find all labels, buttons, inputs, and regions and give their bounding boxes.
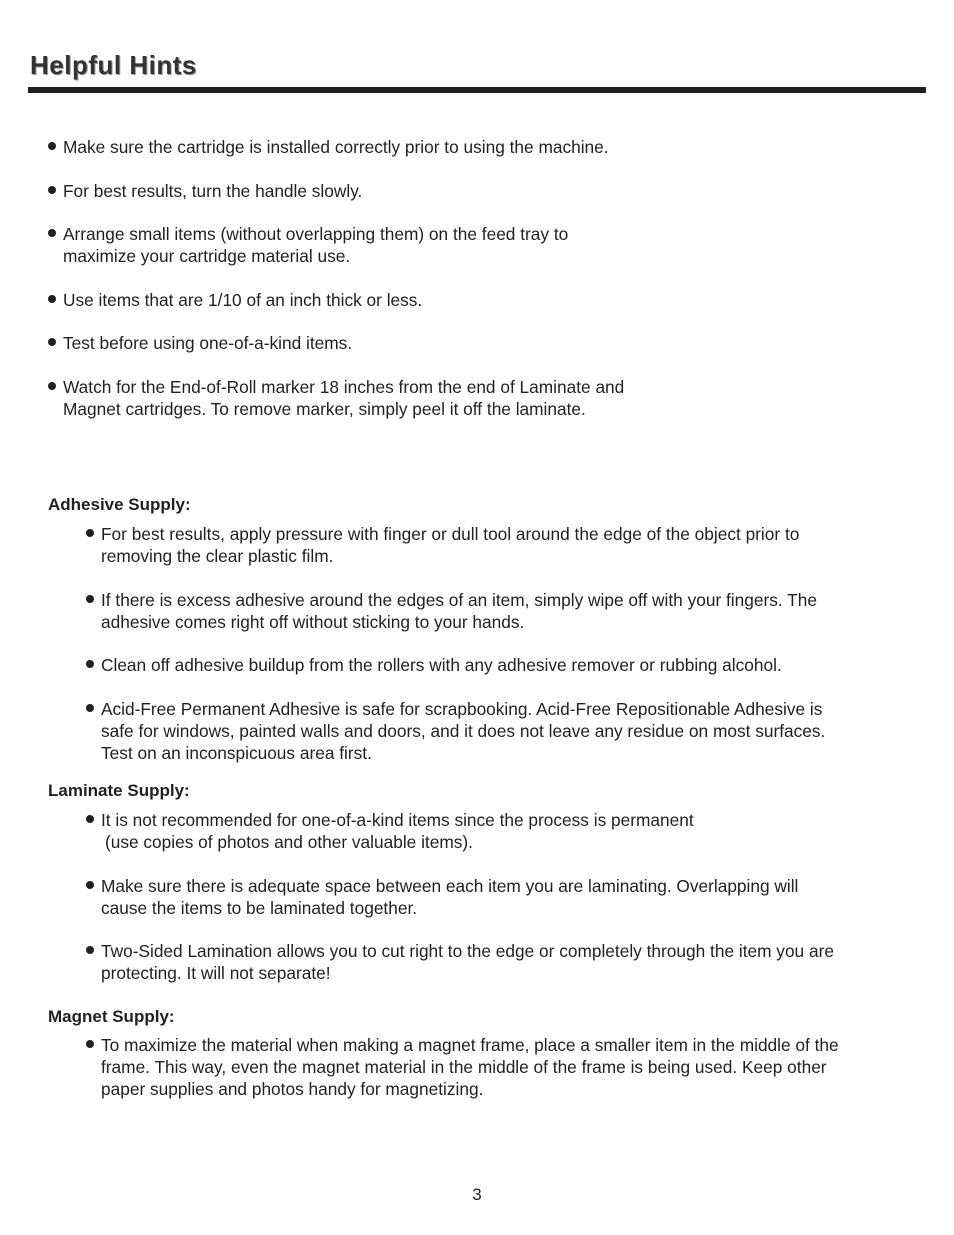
list-item [85,523,915,567]
list-item [47,136,707,158]
hint-text: For best results, turn the handle slowly. [63,180,363,201]
hint-text: To maximize the material when making a magnet frame, place a smaller item in the middle of the [101,1035,839,1055]
hint-text: protecting. It will not separate! [101,963,331,983]
hint-text: It is not recommended for one-of-a-kind items since the process is permanent [101,810,694,830]
list-item [85,589,915,633]
hint-text: Use items that are 1/10 of an inch thick or less. [63,289,423,310]
hint-text: Two-Sided Lamination allows you to cut right to the edge or completely through the item you are [101,941,834,961]
hint-text: safe for windows, painted walls and doors, and it does not leave any residue on most surfaces. [101,720,826,741]
list-item [47,376,707,420]
hint-text: Acid-Free Permanent Adhesive is safe for scrapbooking. Acid-Free Repositionable Adhesive is [101,698,823,719]
hint-text: Make sure the cartridge is installed correctly prior to using the machine. [63,137,609,157]
section-heading-magnet: Magnet Supply: [48,1007,175,1026]
list-item [47,332,707,354]
title-rule [28,87,926,93]
hint-text: Make sure there is adequate space between each item you are laminating. Overlapping will [101,875,799,896]
hint-text: (use copies of photos and other valuable items). [105,832,473,852]
list-item [47,180,707,202]
list-item [85,940,915,984]
hint-text: cause the items to be laminated together. [101,897,418,918]
list-item [85,809,915,853]
hint-text: adhesive comes right off without sticking to your hands. [101,611,525,632]
section-heading-laminate: Laminate Supply: [48,781,190,800]
list-item [47,223,707,267]
hint-text: If there is excess adhesive around the edges of an item, simply wipe off with your fingers. The [101,589,817,610]
page-title: Helpful Hints [30,50,197,80]
hint-text: Test before using one-of-a-kind items. [63,333,353,353]
hint-text: Arrange small items (without overlapping them) on the feed tray to [63,224,569,244]
adhesive-hints-list [85,523,915,785]
list-item [85,698,915,764]
page-number: 3 [472,1185,482,1204]
hint-text: removing the clear plastic film. [101,546,334,566]
hint-text: Test on an inconspicuous area first. [101,742,372,763]
list-item [47,289,707,311]
hint-text: maximize your cartridge material use. [63,246,351,266]
hint-text: paper supplies and photos handy for magnetizing. [101,1079,484,1099]
list-item [85,654,915,676]
hint-text: Watch for the End-of-Roll marker 18 inches from the end of Laminate and [63,376,625,397]
list-item [85,1034,915,1100]
laminate-hints-list [85,809,915,1006]
section-heading-adhesive: Adhesive Supply: [48,495,191,514]
list-item [85,875,915,919]
general-hints-list [47,136,707,441]
hint-text: frame. This way, even the magnet material in the middle of the frame is being used. Keep other [101,1057,827,1077]
hint-text: For best results, apply pressure with finger or dull tool around the edge of the object prior to [101,524,800,544]
hint-text: Clean off adhesive buildup from the rollers with any adhesive remover or rubbing alcohol. [101,655,782,675]
magnet-hints-list [85,1034,915,1122]
hint-text: Magnet cartridges. To remove marker, simply peel it off the laminate. [63,398,586,419]
